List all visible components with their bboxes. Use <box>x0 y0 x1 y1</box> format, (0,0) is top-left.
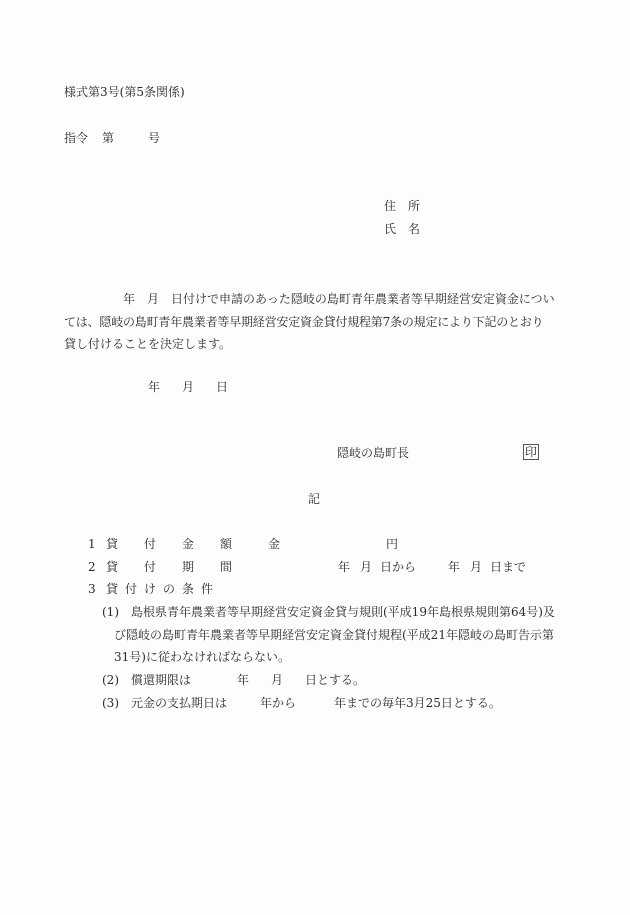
item-loan-period: 2 貸 付 期 間 年 月 日から 年 月 日まで <box>88 560 527 574</box>
item-loan-conditions: 3 貸 付 け の 条 件 <box>88 582 214 596</box>
seal-mark <box>523 444 539 460</box>
condition-1-line-2: び隠岐の島町青年農業者等早期経営安定資金貸付規程(平成21年隠岐の島町告示第 <box>114 628 554 642</box>
seal-icon: 印 <box>525 445 538 459</box>
body-line-2: ては、隠岐の島町青年農業者等早期経営安定資金貸付規程第7条の規定により下記のとおり <box>64 315 544 329</box>
address-label: 住 所 <box>384 199 421 213</box>
issuer-title: 隠岐の島町長 <box>337 446 410 460</box>
body-line-3: 貸し付けることを決定します。 <box>64 337 232 351</box>
ki-heading: 記 <box>308 492 321 506</box>
item-loan-amount: 1 貸 付 金 額 金 円 <box>88 537 399 551</box>
condition-2: (2) 償還期限は 年 月 日とする。 <box>102 673 366 687</box>
form-number: 様式第3号(第5条関係) <box>64 85 185 99</box>
directive-number <box>64 131 160 145</box>
directive-dai: 第 <box>102 131 115 145</box>
condition-3: (3) 元金の支払期日は 年から 年までの毎年3月25日とする。 <box>102 696 501 710</box>
condition-1-line-3: 31号)に従わなければならない。 <box>114 650 290 664</box>
body-line-1: 年 月 日付けで申請のあった隠岐の島町青年農業者等早期経営安定資金につい <box>123 292 555 306</box>
name-label: 氏 名 <box>384 222 421 236</box>
directive-go: 号 <box>148 131 161 145</box>
condition-1-line-1: (1) 島根県青年農業者等早期経営安定資金貸与規則(平成19年島根県規則第64号)及 <box>102 605 555 619</box>
decision-date: 年 月 日 <box>148 380 229 394</box>
directive-label: 指令 <box>64 131 89 145</box>
